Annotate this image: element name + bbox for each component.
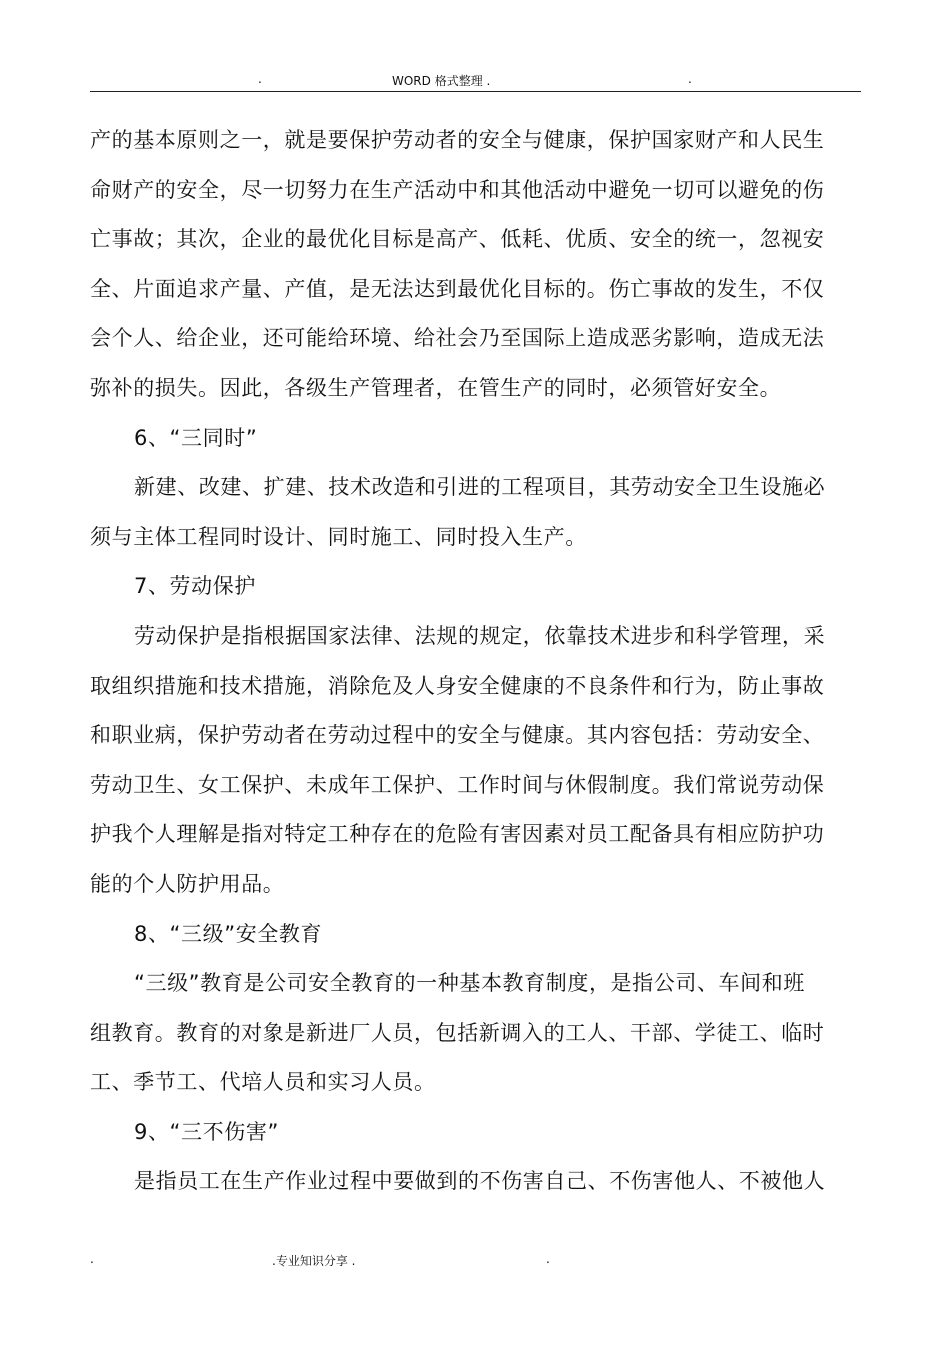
footer-text: .专业知识分享 . xyxy=(272,1254,356,1268)
body-line: 全、片面追求产量、产值，是无法达到最优化目标的。伤亡事故的发生，不仅 xyxy=(90,276,825,301)
header-dot-right: . xyxy=(688,72,692,86)
document-body xyxy=(90,122,826,1213)
section-heading-8: 8、“三级”安全教育 xyxy=(134,921,323,946)
header-dot-left: . xyxy=(258,72,262,86)
header-divider xyxy=(90,91,861,92)
body-line: 护我个人理解是指对特定工种存在的危险有害因素对员工配备具有相应防护功 xyxy=(90,822,825,847)
body-line: 会个人、给企业，还可能给环境、给社会乃至国际上造成恶劣影响，造成无法 xyxy=(90,326,825,351)
section-heading-6: 6、“三同时” xyxy=(134,425,258,450)
body-line: 弥补的损失。因此，各级生产管理者，在管生产的同时，必须管好安全。 xyxy=(90,375,782,400)
body-line: 取组织措施和技术措施，消除危及人身安全健康的不良条件和行为，防止事故 xyxy=(90,673,825,698)
section-heading-7: 7、劳动保护 xyxy=(134,574,256,599)
body-line: 亡事故；其次，企业的最优化目标是高产、低耗、优质、安全的统一，忽视安 xyxy=(90,227,825,252)
body-line: 须与主体工程同时设计、同时施工、同时投入生产。 xyxy=(90,524,587,549)
body-line: 新建、改建、扩建、技术改造和引进的工程项目，其劳动安全卫生设施必 xyxy=(134,475,826,500)
footer-dot-left: . xyxy=(90,1252,94,1266)
footer-dot-right: . xyxy=(546,1252,550,1266)
body-line: 能的个人防护用品。 xyxy=(90,871,285,896)
body-line: “三级”教育是公司安全教育的一种基本教育制度，是指公司、车间和班 xyxy=(134,971,805,996)
body-line: 工、季节工、代培人员和实习人员。 xyxy=(90,1070,436,1095)
body-line: 是指员工在生产作业过程中要做到的不伤害自己、不伤害他人、不被他人 xyxy=(134,1169,826,1194)
header-title: WORD 格式整理 . xyxy=(392,74,491,88)
body-line: 和职业病，保护劳动者在劳动过程中的安全与健康。其内容包括：劳动安全、 xyxy=(90,723,825,748)
body-line: 劳动保护是指根据国家法律、法规的规定，依靠技术进步和科学管理，采 xyxy=(134,623,826,648)
body-line: 劳动卫生、女工保护、未成年工保护、工作时间与休假制度。我们常说劳动保 xyxy=(90,772,825,797)
page-header xyxy=(90,70,860,92)
section-heading-9: 9、“三不伤害” xyxy=(134,1119,279,1144)
body-line: 组教育。教育的对象是新进厂人员，包括新调入的工人、干部、学徒工、临时 xyxy=(90,1020,825,1045)
page-footer xyxy=(90,1250,860,1272)
body-line: 产的基本原则之一，就是要保护劳动者的安全与健康，保护国家财产和人民生 xyxy=(90,128,825,152)
body-line: 命财产的安全，尽一切努力在生产活动中和其他活动中避免一切可以避免的伤 xyxy=(90,177,825,202)
